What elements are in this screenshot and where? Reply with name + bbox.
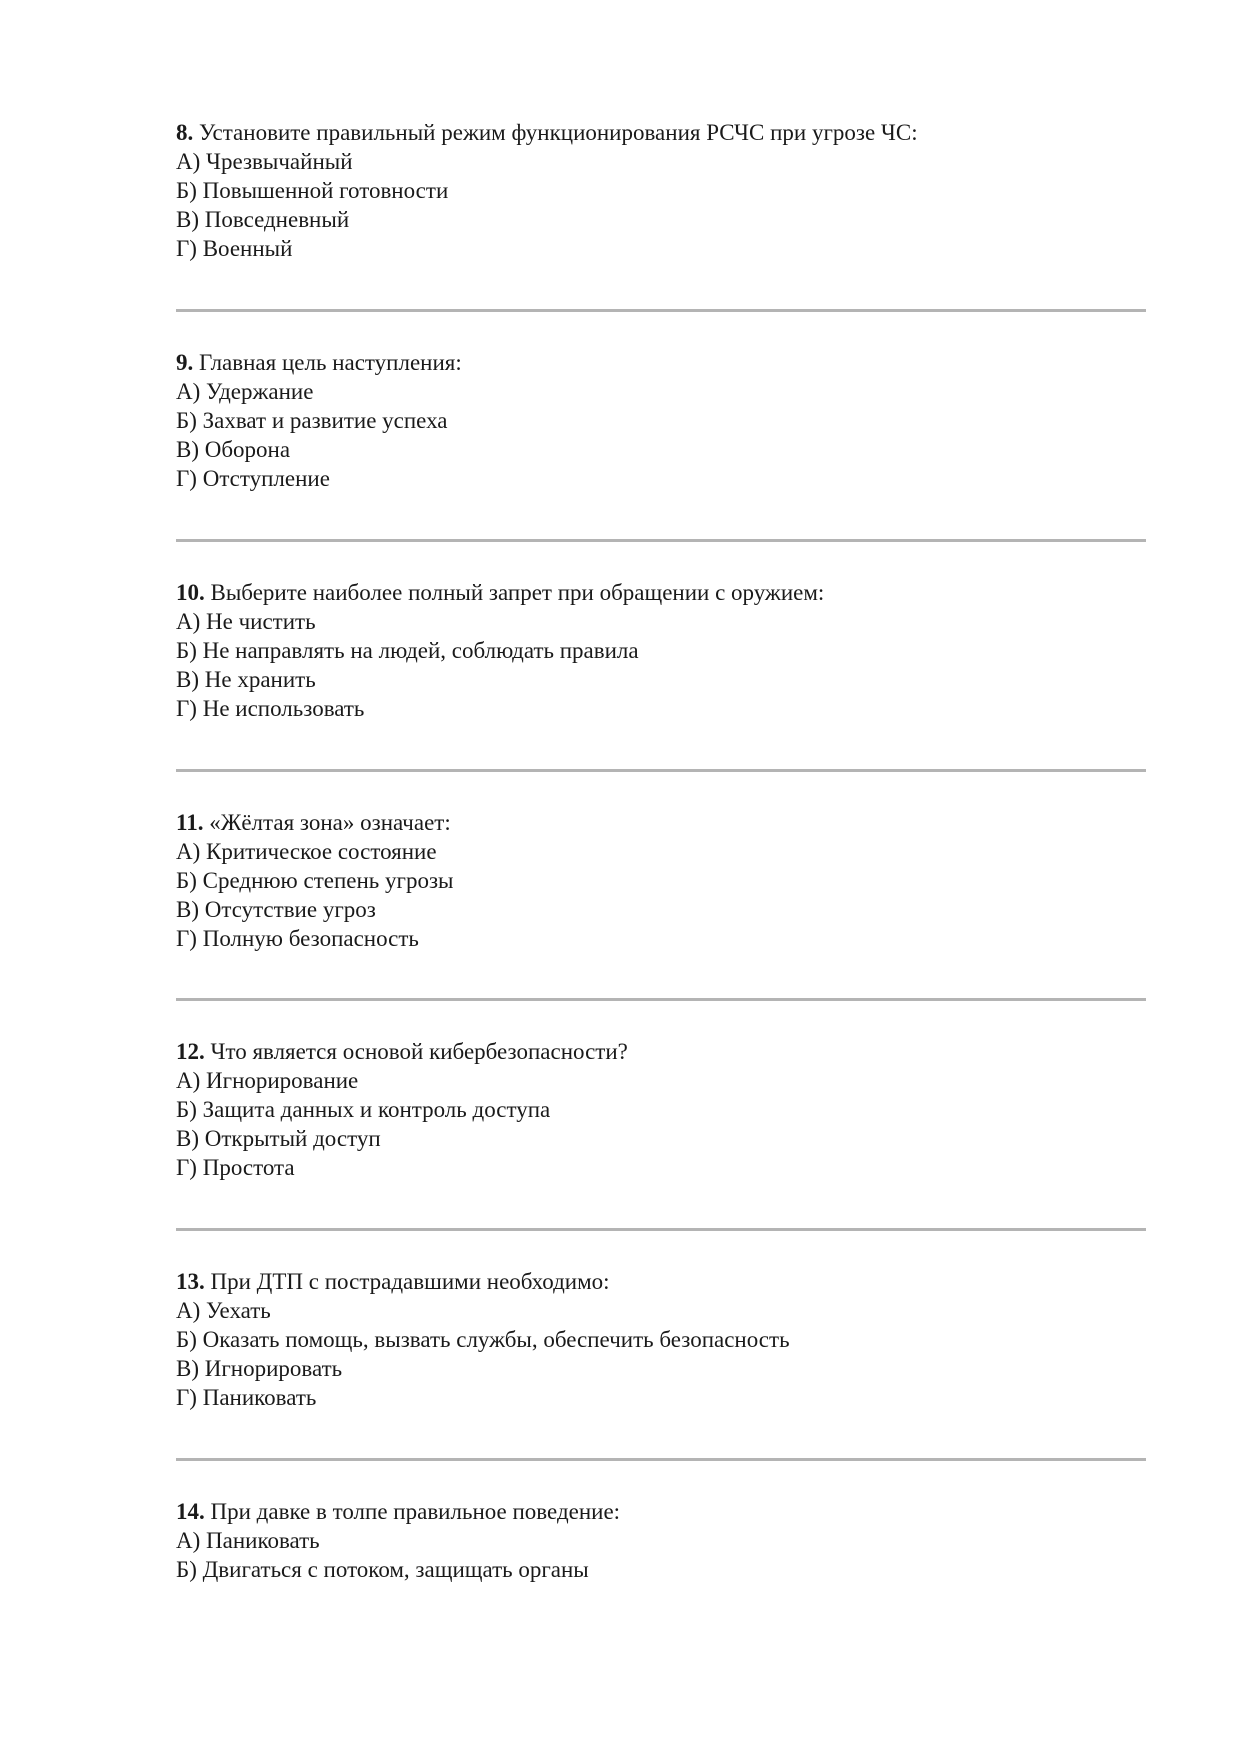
divider [176, 1458, 1146, 1461]
option-c: В) Не хранить [176, 667, 316, 692]
question-text: При ДТП с пострадавшими необходимо: [204, 1269, 610, 1294]
option-d: Г) Отступление [176, 466, 330, 491]
question-number: 10. [176, 580, 205, 605]
option-d: Г) Не использовать [176, 696, 365, 721]
question-8 [176, 118, 1156, 263]
option-d: Г) Паниковать [176, 1385, 317, 1410]
question-text: Установите правильный режим функционирования РСЧС при угрозе ЧС: [193, 120, 918, 145]
option-c: В) Игнорировать [176, 1356, 343, 1381]
question-text: «Жёлтая зона» означает: [203, 810, 451, 835]
question-12 [176, 1037, 1156, 1182]
option-b: Б) Захват и развитие успеха [176, 408, 448, 433]
question-text: Главная цель наступления: [193, 350, 462, 375]
option-a: А) Удержание [176, 379, 314, 404]
option-b: Б) Среднюю степень угрозы [176, 868, 454, 893]
option-c: В) Оборона [176, 437, 291, 462]
option-c: В) Отсутствие угроз [176, 897, 376, 922]
question-number: 11. [176, 810, 204, 835]
option-d: Г) Полную безопасность [176, 926, 419, 951]
divider [176, 998, 1146, 1001]
option-a: А) Критическое состояние [176, 839, 437, 864]
question-title [176, 1037, 1156, 1066]
question-text: Что является основой кибербезопасности? [204, 1039, 628, 1064]
question-number: 8. [176, 120, 194, 145]
option-a: А) Игнорирование [176, 1068, 359, 1093]
question-text: Выберите наиболее полный запрет при обращении с оружием: [204, 580, 825, 605]
option-d: Г) Военный [176, 236, 293, 261]
option-b: Б) Двигаться с потоком, защищать органы [176, 1557, 589, 1582]
divider [176, 539, 1146, 542]
option-a: А) Чрезвычайный [176, 149, 353, 174]
question-title [176, 1497, 1156, 1526]
option-a: А) Уехать [176, 1298, 271, 1323]
question-text: При давке в толпе правильное поведение: [204, 1499, 621, 1524]
option-d: Г) Простота [176, 1155, 295, 1180]
option-a: А) Паниковать [176, 1528, 320, 1553]
divider [176, 309, 1146, 312]
divider [176, 1228, 1146, 1231]
question-title [176, 578, 1156, 607]
question-title [176, 348, 1156, 377]
option-b: Б) Повышенной готовности [176, 178, 449, 203]
question-9 [176, 348, 1156, 493]
question-number: 14. [176, 1499, 205, 1524]
question-number: 12. [176, 1039, 205, 1064]
question-14 [176, 1497, 1156, 1584]
question-number: 9. [176, 350, 194, 375]
option-b: Б) Не направлять на людей, соблюдать правила [176, 638, 639, 663]
option-a: А) Не чистить [176, 609, 316, 634]
option-c: В) Повседневный [176, 207, 350, 232]
question-11 [176, 808, 1156, 953]
option-b: Б) Оказать помощь, вызвать службы, обеспечить безопасность [176, 1327, 790, 1352]
question-title [176, 808, 1156, 837]
question-13 [176, 1267, 1156, 1412]
option-c: В) Открытый доступ [176, 1126, 381, 1151]
question-number: 13. [176, 1269, 205, 1294]
question-title [176, 1267, 1156, 1296]
question-title [176, 118, 1156, 147]
option-b: Б) Защита данных и контроль доступа [176, 1097, 551, 1122]
divider [176, 769, 1146, 772]
question-10 [176, 578, 1156, 723]
